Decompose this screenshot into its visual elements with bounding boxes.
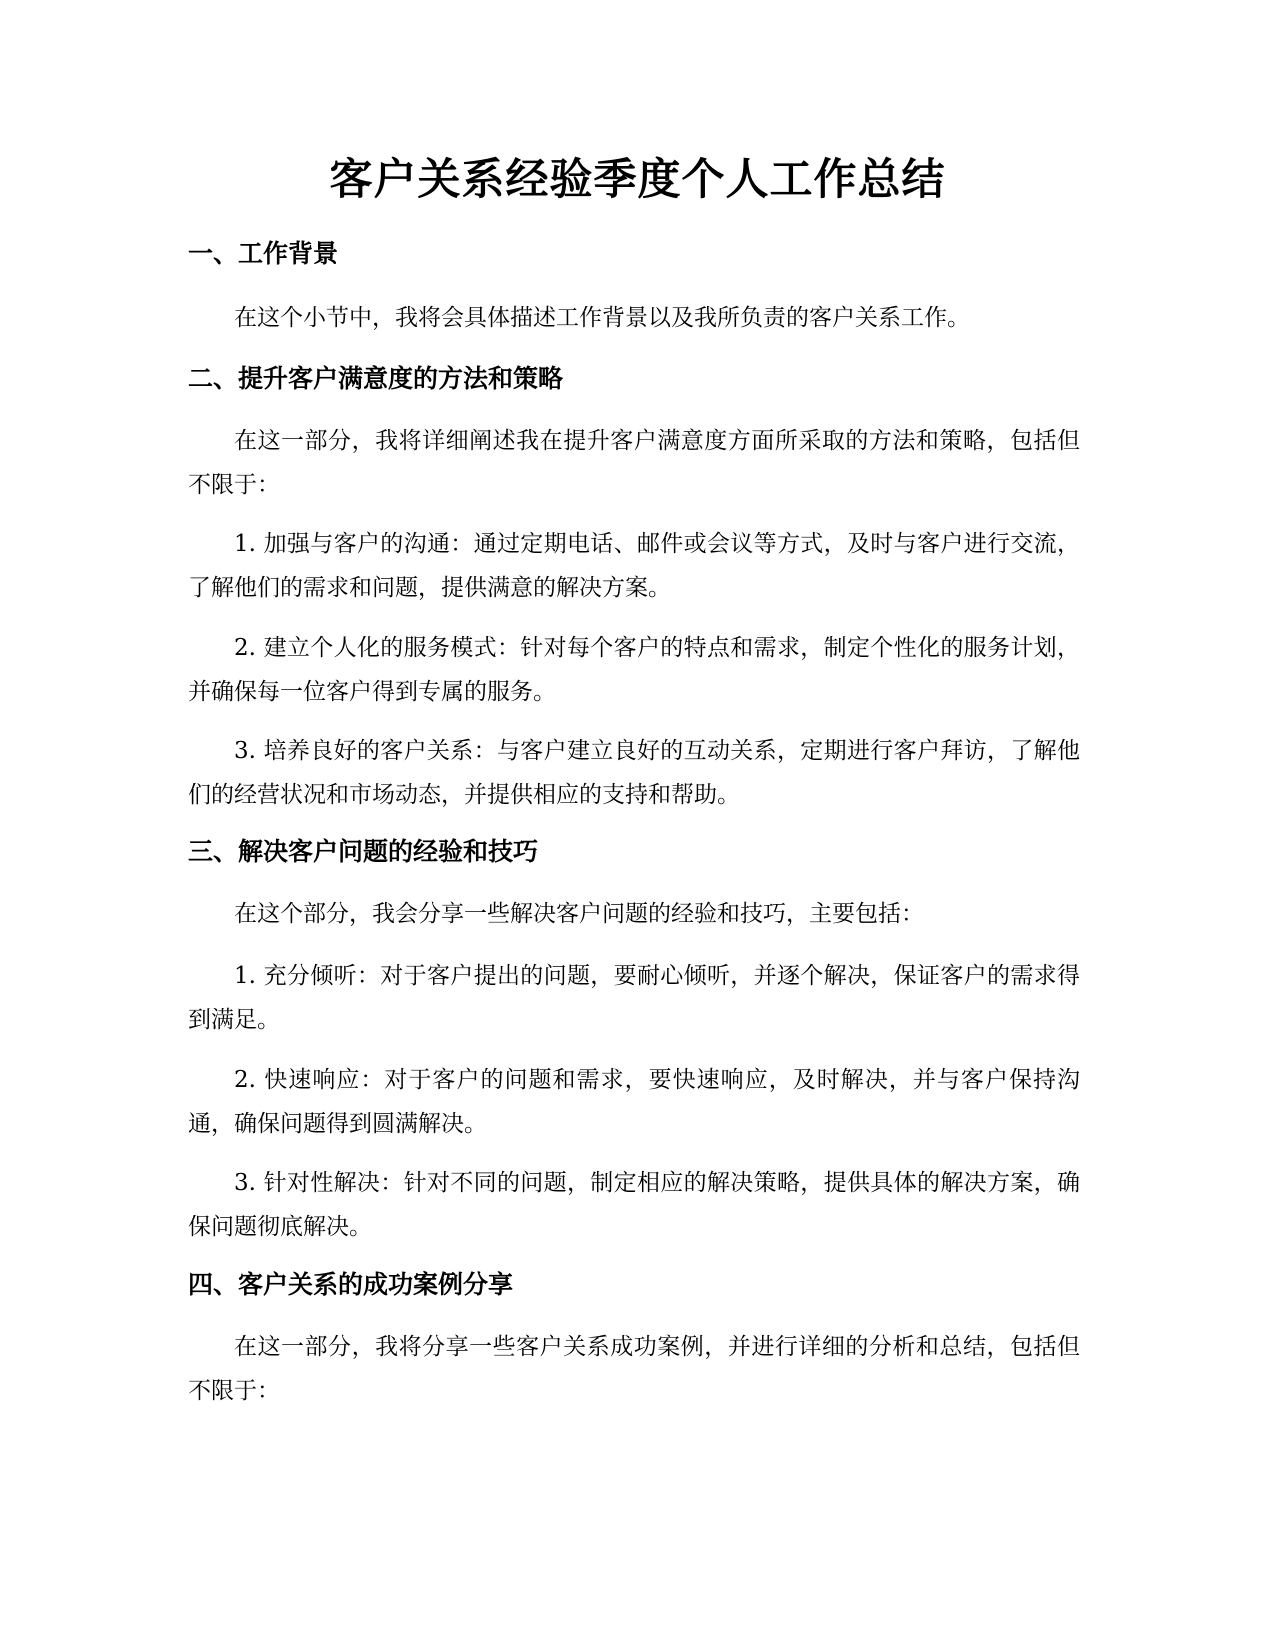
section-4-paragraph-1: 在这一部分，我将分享一些客户关系成功案例，并进行详细的分析和总结，包括但不限于： [188,1334,1080,1404]
section-heading-2: 二、提升客户满意度的方法和策略 [188,364,564,393]
section-3-list-item-3: 3. 针对性解决：针对不同的问题，制定相应的解决策略，提供具体的解决方案，确保问题彻底解决。 [188,1170,1080,1240]
section-2-paragraph-1: 在这一部分，我将详细阐述我在提升客户满意度方面所采取的方法和策略，包括但不限于： [188,428,1080,498]
section-3-paragraph-1: 在这个部分，我会分享一些解决客户问题的经验和技巧，主要包括： [234,901,924,927]
section-2-list-item-2: 2. 建立个人化的服务模式：针对每个客户的特点和需求，制定个性化的服务计划，并确保每一位客户得到专属的服务。 [188,635,1080,705]
section-3-list-item-2: 2. 快速响应：对于客户的问题和需求，要快速响应，及时解决，并与客户保持沟通，确保问题得到圆满解决。 [188,1067,1080,1137]
section-2-list-item-1: 1. 加强与客户的沟通：通过定期电话、邮件或会议等方式，及时与客户进行交流，了解他们的需求和问题，提供满意的解决方案。 [188,531,1080,601]
section-heading-4: 四、客户关系的成功案例分享 [188,1270,514,1299]
section-2-list-item-3: 3. 培养良好的客户关系：与客户建立良好的互动关系，定期进行客户拜访，了解他们的经营状况和市场动态，并提供相应的支持和帮助。 [188,738,1080,808]
document-title: 客户关系经验季度个人工作总结 [329,155,946,205]
section-1-paragraph-1: 在这个小节中，我将会具体描述工作背景以及我所负责的客户关系工作。 [234,305,970,331]
section-heading-1: 一、工作背景 [188,239,339,268]
section-heading-3: 三、解决客户问题的经验和技巧 [188,837,539,866]
section-3-list-item-1: 1. 充分倾听：对于客户提出的问题，要耐心倾听，并逐个解决，保证客户的需求得到满足。 [188,963,1080,1033]
